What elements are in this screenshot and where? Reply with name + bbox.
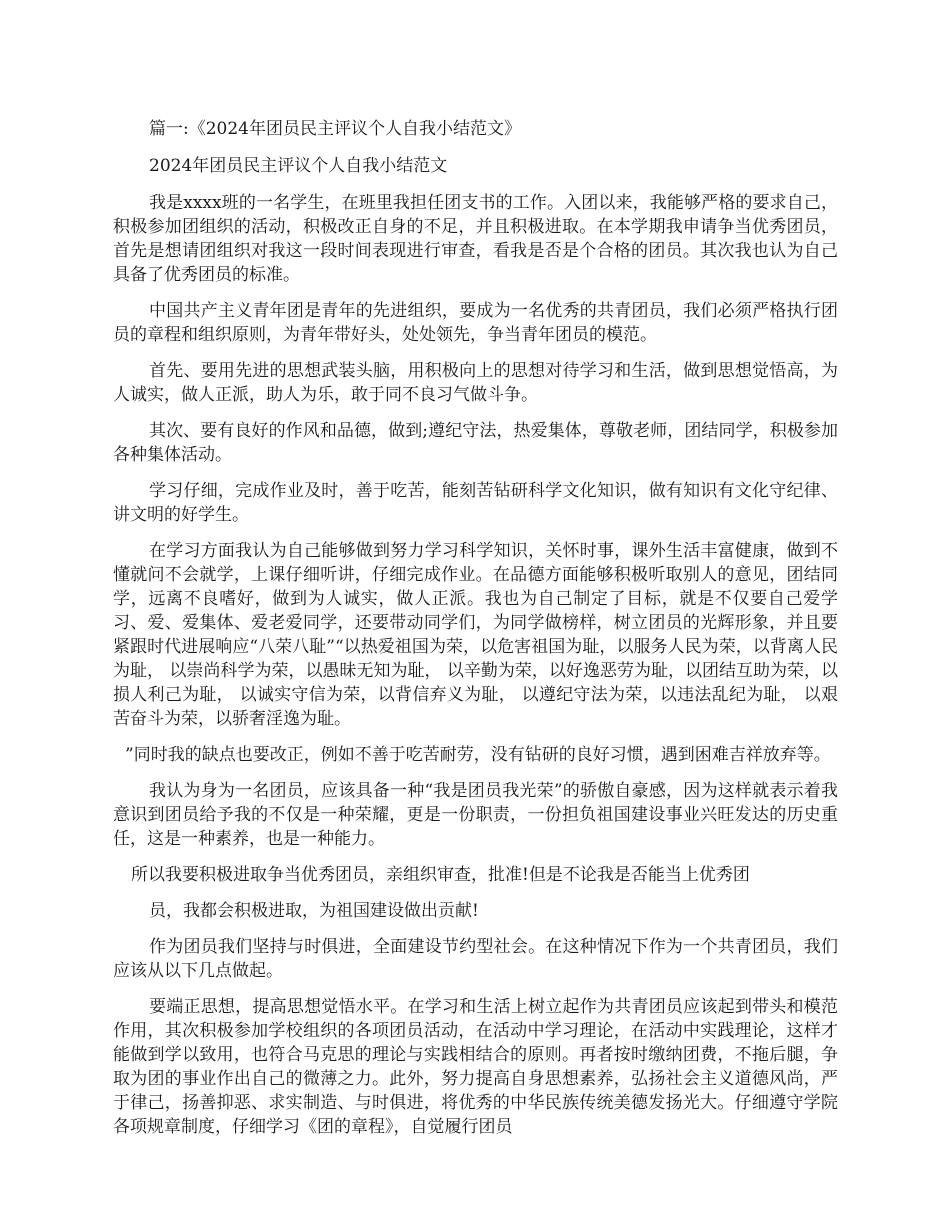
body-paragraph: ”同时我的缺点也要改正，例如不善于吃苦耐劳，没有钻研的良好习惯，遇到困难吉祥放弃等。 (125, 745, 831, 765)
body-paragraph: 学习仔细，完成作业及时，善于吃苦，能刻苦钻研科学文化知识，做有知识有文化守纪律、讲文明的好学生。 (113, 481, 838, 525)
body-paragraph: 其次、要有良好的作风和品德，做到;遵纪守法，热爱集体，尊敬老师，团结同学，积极参加各种集体活动。 (113, 421, 838, 465)
document-title: 2024年团员民主评议个人自我小结范文 (149, 156, 448, 176)
body-paragraph: 所以我要积极进取争当优秀团员，亲组织审查，批准!但是不论我是否能当上优秀团 (131, 865, 750, 885)
body-paragraph: 作为团员我们坚持与时俱进，全面建设节约型社会。在这种情况下作为一个共青团员，我们应该从以下几点做起。 (113, 937, 838, 981)
body-paragraph: 员，我都会积极进取，为祖国建设做出贡献! (149, 901, 479, 921)
body-paragraph: 在学习方面我认为自己能够做到努力学习科学知识，关怀时事，课外生活丰富健康，做到不懂就问不会就学，上课仔细听讲，仔细完成作业。在品德方面能够积极听取别人的意见，团结同学，远离不良嗜好，做到为人诚实，做人正派。我也为自己制定了目标，就是不仅要自己爱学习、爱、爱集体、爱老爱同学，还要带动同学们，为同学做榜样，树立团员的光辉形象，并且要紧跟时代进展响应“八荣八耻”“以热爱祖国为荣，以危害祖国为耻，以服务人民为荣，以背离人民为耻， 以崇尚科学为荣，以愚昧无知为耻， 以辛勤为荣，以好逸恶劳为耻，以团结互助为荣，以损人利己为耻， 以诚实守信为荣，以背信弃义为耻， 以遵纪守法为荣，以违法乱纪为耻， 以艰苦奋斗为荣，以骄奢淫逸为耻。 (113, 541, 838, 729)
body-paragraph: 要端正思想，提高思想觉悟水平。在学习和生活上树立起作为共青团员应该起到带头和模范作用，其次积极参加学校组织的各项团员活动，在活动中学习理论，在活动中实践理论，这样才能做到学以致用，也符合马克思的理论与实践相结合的原则。再者按时缴纳团费，不拖后腿，争取为团的事业作出自己的微薄之力。此外，努力提高自身思想素养，弘扬社会主义道德风尚，严于律己，扬善抑恶、求实制造、与时俱进，将优秀的中华民族传统美德发扬光大。仔细遵守学院各项规章制度，仔细学习《团的章程》，自觉履行团员 (113, 997, 838, 1137)
document-heading: 篇一:《2024年团员民主评议个人自我小结范文》 (149, 119, 521, 139)
body-paragraph: 我认为身为一名团员，应该具备一种“我是团员我光荣”的骄傲自豪感，因为这样就表示着我意识到团员给予我的不仅是一种荣耀，更是一份职责，一份担负祖国建设事业兴旺发达的历史重任，这是一种素养，也是一种能力。 (113, 781, 838, 849)
body-paragraph: 首先、要用先进的思想武装头脑，用积极向上的思想对待学习和生活，做到思想觉悟高，为人诚实，做人正派，助人为乐，敢于同不良习气做斗争。 (113, 361, 838, 405)
body-paragraph: 我是xxxx班的一名学生，在班里我担任团支书的工作。入团以来，我能够严格的要求自己，积极参加团组织的活动，积极改正自身的不足，并且积极进取。在本学期我申请争当优秀团员，首先是想请团组织对我这一段时间表现进行审查，看我是否是个合格的团员。其次我也认为自己具备了优秀团员的标准。 (113, 193, 838, 285)
body-paragraph: 中国共产主义青年团是青年的先进组织，要成为一名优秀的共青团员，我们必须严格执行团员的章程和组织原则，为青年带好头，处处领先，争当青年团员的模范。 (113, 301, 838, 345)
